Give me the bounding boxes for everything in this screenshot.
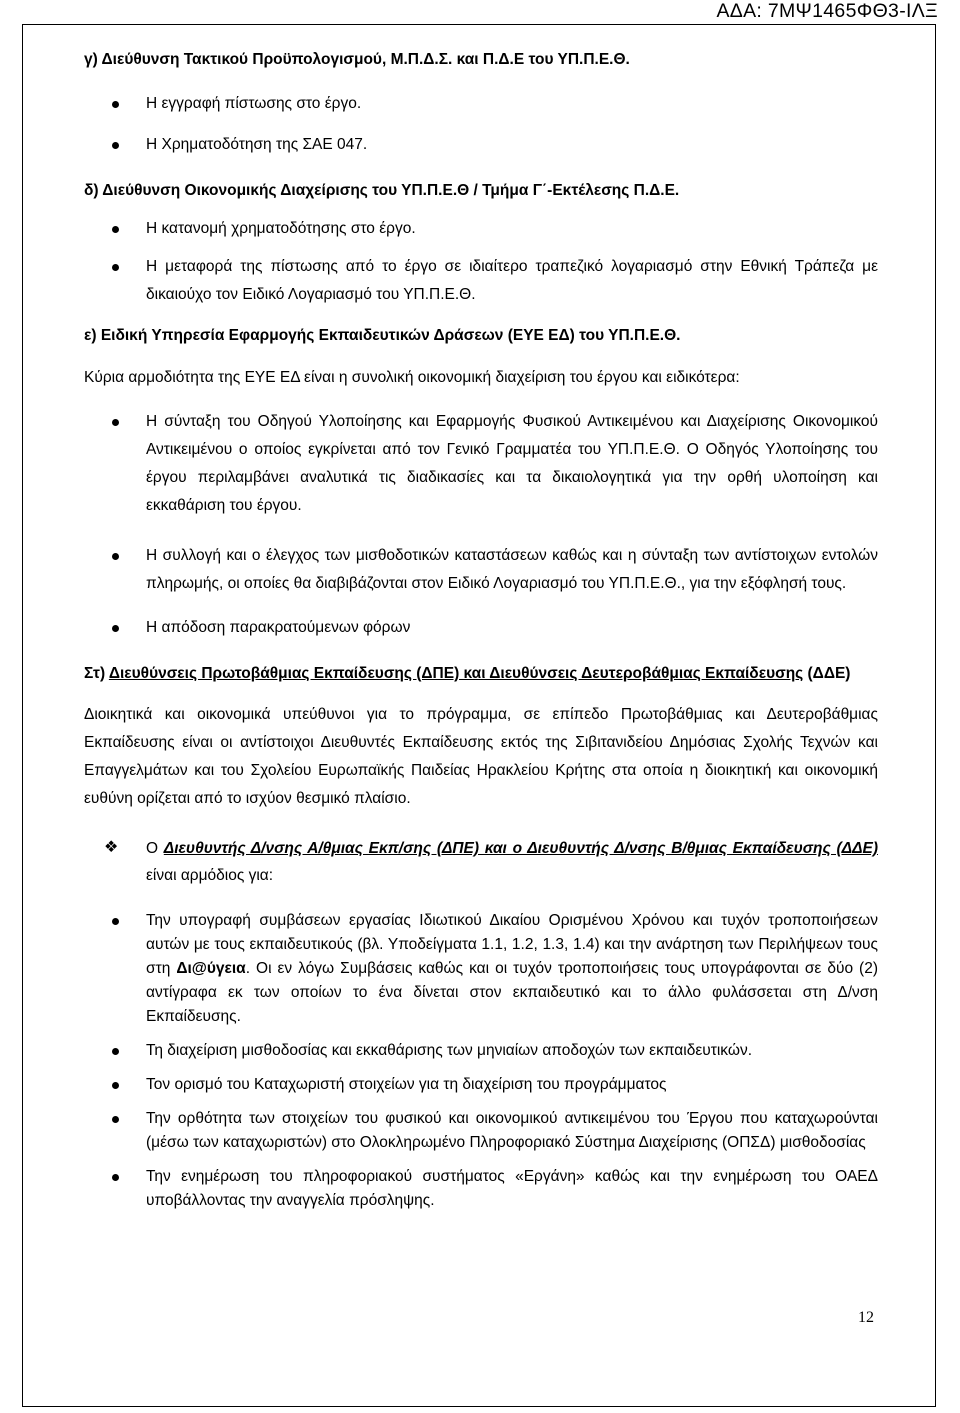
list-item: Η σύνταξη του Οδηγού Υλοποίησης και Εφαρμογής Φυσικού Αντικειμένου και Διαχείρισης Οικονομικού Αντικειμένου ο οποίος εγκρίνεται από τον Γενικό Γραμματέα του ΥΠ.Π.Ε.Θ. Ο Οδηγός Υλοποίησης του έργου περιλαμβάνει αναλυτικά τις διαδικασίες και τα δικαιολογητικά για την ορθή υλοποίηση και εκκαθάριση του έργου. <box>84 408 878 520</box>
section-e-list <box>84 408 878 642</box>
bullet-icon <box>112 419 119 426</box>
bullet-icon <box>112 918 119 925</box>
bullet-icon <box>112 142 119 149</box>
bullet-icon <box>112 101 119 108</box>
bullet-icon <box>112 1048 119 1055</box>
section-g-title: γ) Διεύθυνση Τακτικού Προϋπολογισμού, Μ.Π.Δ.Σ. και Π.Δ.Ε του ΥΠ.Π.Ε.Θ. <box>84 51 630 68</box>
section-e-intro: Κύρια αρμοδιότητα της ΕΥΕ ΕΔ είναι η συνολική οικονομική διαχείριση του έργου και ειδικότερα: <box>84 369 740 386</box>
director-text: Ο Διευθυντής Δ/νσης Α/θμιας Εκπ/σης (ΔΠΕ) και ο Διευθυντής Δ/νσης Β/θμιας Εκπαίδευσης (ΔΔΕ) είναι αρμόδιος για: <box>146 840 878 884</box>
ada-code: ΑΔΑ: 7ΜΨ1465ΦΘ3-ΙΛΞ <box>716 0 938 22</box>
document-body <box>84 48 878 1213</box>
section-d-title: δ) Διεύθυνση Οικονομικής Διαχείρισης του ΥΠ.Π.Ε.Θ / Τμήμα Γ΄-Εκτέλεσης Π.Δ.Ε. <box>84 182 680 199</box>
section-st-title: Στ) Διευθύνσεις Πρωτοβάθμιας Εκπαίδευσης (ΔΠΕ) και Διευθύνσεις Δευτεροβάθμιας Εκπαίδευσης (ΔΔΕ) <box>84 665 851 682</box>
section-d-list <box>84 215 878 309</box>
list-item: Τη διαχείριση μισθοδοσίας και εκκαθάρισης των μηνιαίων αποδοχών των εκπαιδευτικών. <box>84 1039 878 1063</box>
list-item: Η κατανομή χρηματοδότησης στο έργο. <box>84 215 878 243</box>
bullet-icon <box>112 1116 119 1123</box>
bullet-icon <box>112 264 119 271</box>
bullet-icon <box>112 553 119 560</box>
section-st-paragraph: Διοικητικά και οικονομικά υπεύθυνοι για το πρόγραμμα, σε επίπεδο Πρωτοβάθμιας και Δευτεροβάθμιας Εκπαίδευσης είναι οι αντίστοιχοι Διευθυντές Εκπαίδευσης εκτός της Σιβιτανιδείου Δημόσιας Σχολής Τεχνών και Επαγγελμάτων και του Σχολείου Ευρωπαϊκής Παιδείας Ηρακλείου Κρήτης στα οποία η διοικητική και οικονομική ευθύνη ορίζεται από το ισχύον θεσμικό πλαίσιο. <box>84 706 878 807</box>
section-g-list <box>84 90 878 159</box>
list-item: Η Χρηματοδότηση της ΣΑΕ 047. <box>84 131 878 159</box>
page-number: 12 <box>858 1309 874 1326</box>
list-item: Η συλλογή και ο έλεγχος των μισθοδοτικών καταστάσεων καθώς και η σύνταξη των αντίστοιχων εντολών πληρωμής, οι οποίες θα διαβιβάζονται στον Ειδικό Λογαριασμό του ΥΠ.Π.Ε.Θ., για την εξόφλησή τους. <box>84 542 878 598</box>
list-item: Η μεταφορά της πίστωσης από το έργο σε ιδιαίτερο τραπεζικό λογαριασμό στην Εθνική Τράπεζα με δικαιούχο τον Ειδικό Λογαριασμό του ΥΠ.Π.Ε.Θ. <box>84 253 878 309</box>
list-item: Την ενημέρωση του πληροφοριακού συστήματος «Εργάνη» καθώς και την ενημέρωση του ΟΑΕΔ υποβάλλοντας την αναγγελία πρόσληψης. <box>84 1165 878 1213</box>
bullet-icon <box>112 1082 119 1089</box>
section-e-title: ε) Ειδική Υπηρεσία Εφαρμογής Εκπαιδευτικών Δράσεων (ΕΥΕ ΕΔ) του ΥΠ.Π.Ε.Θ. <box>84 327 681 344</box>
list-item: Την ορθότητα των στοιχείων του φυσικού και οικονομικού αντικειμένου του Έργου που καταχωρούνται (μέσω των καταχωριστών) στο Ολοκληρωμένο Πληροφοριακό Σύστημα Διαχείρισης (ΟΠΣΔ) μισθοδοσίας <box>84 1107 878 1155</box>
list-item: Τον ορισμό του Καταχωριστή στοιχείων για τη διαχείριση του προγράμματος <box>84 1073 878 1097</box>
diamond-bullet-icon: ❖ <box>104 839 119 856</box>
director-duties-list <box>84 909 878 1213</box>
bullet-icon <box>112 625 119 632</box>
director-line <box>84 835 878 889</box>
list-item: Η εγγραφή πίστωσης στο έργο. <box>84 90 878 118</box>
list-item: Η απόδοση παρακρατούμενων φόρων <box>84 614 878 642</box>
list-item: Την υπογραφή συμβάσεων εργασίας Ιδιωτικού Δικαίου Ορισμένου Χρόνου και τυχόν τροποποιήσεων αυτών με τους εκπαιδευτικούς (βλ. Υποδείγματα 1.1, 1.2, 1.3, 1.4) και την ανάρτηση των Περιλήψεων τους στη Δι@ύγεια. Οι εν λόγω Συμβάσεις καθώς και οι τυχόν τροποποιήσεις τους υπογράφονται σε δύο (2) αντίγραφα εκ των οποίων το ένα δίνεται στον εκπαιδευτικό και το άλλο φυλάσσεται στη Δ/νση Εκπαίδευσης. <box>84 909 878 1029</box>
bullet-icon <box>112 226 119 233</box>
bullet-icon <box>112 1174 119 1181</box>
